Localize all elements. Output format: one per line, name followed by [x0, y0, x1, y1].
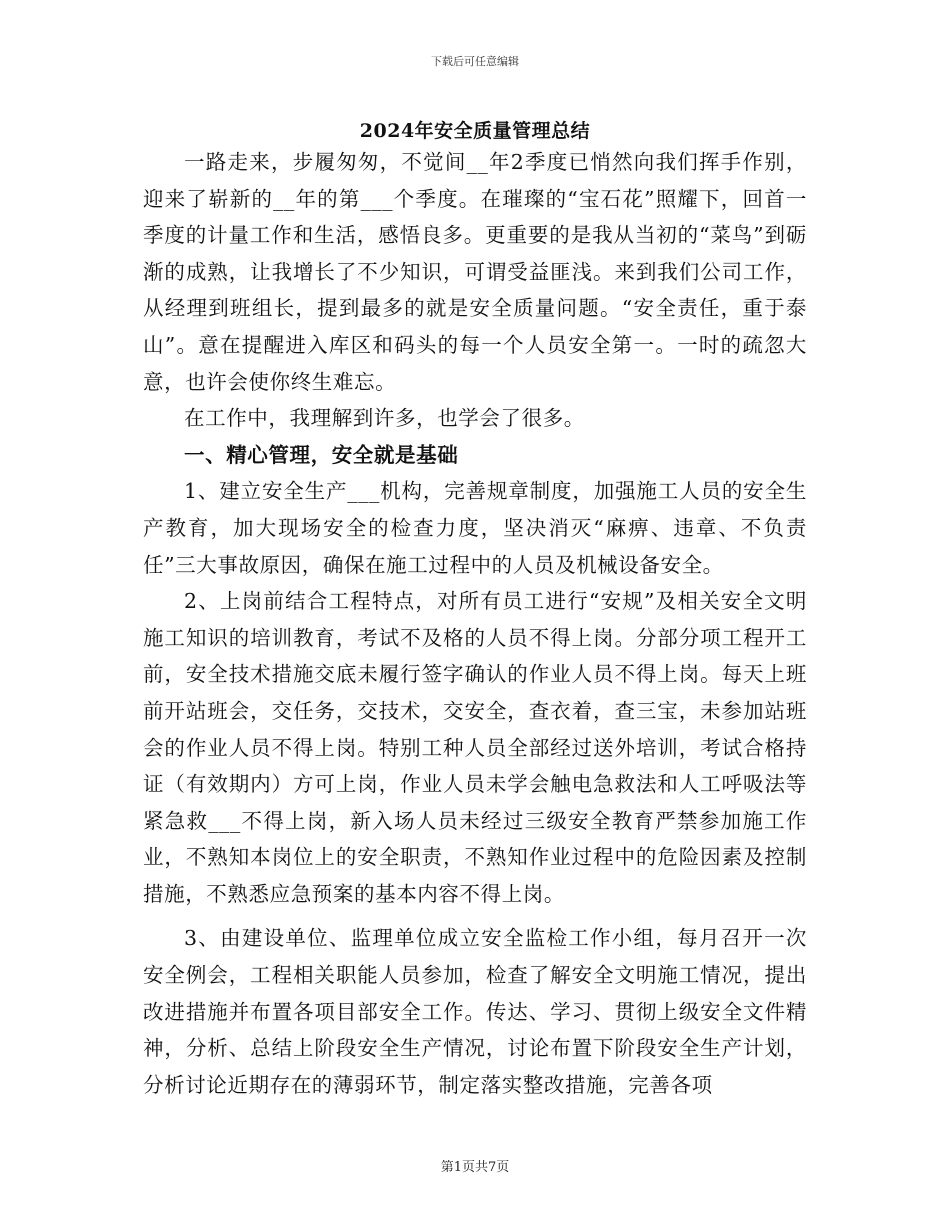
document-body: [143, 144, 807, 1103]
section-heading-1: 一、精心管理，安全就是基础: [184, 442, 459, 467]
document-title: 2024年安全质量管理总结: [359, 120, 591, 142]
paragraph-item-1: 1、建立安全生产___机构，完善规章制度，加强施工人员的安全生产教育，加大现场安全的检查力度，坚决消灭“麻痹、违章、不负责任”三大事故原因，确保在施工过程中的人员及机械设备安全。: [143, 479, 807, 577]
paragraph-item-2: 2、上岗前结合工程特点，对所有员工进行“安规”及相关安全文明施工知识的培训教育，考试不及格的人员不得上岗。分部分项工程开工前，安全技术措施交底未履行签字确认的作业人员不得上岗。每天上班前开站班会，交任务，交技术，交安全，查衣着，查三宝，未参加站班会的作业人员不得上岗。特别工种人员全部经过送外培训，考试合格持证（有效期内）方可上岗，作业人员未学会触电急救法和人工呼吸法等紧急救___不得上岗，新入场人员未经过三级安全教育严禁参加施工作业，不熟知本岗位上的安全职责，不熟知作业过程中的危险因素及控制措施，不熟悉应急预案的基本内容不得上岗。: [143, 589, 807, 906]
paragraph-learned: 在工作中，我理解到许多，也学会了很多。: [184, 406, 585, 431]
paragraph-item-3: 3、由建设单位、监理单位成立安全监检工作小组，每月召开一次安全例会，工程相关职能人员参加，检查了解安全文明施工情况，提出改进措施并布置各项目部安全工作。传达、学习、贯彻上级安全文件精神，分析、总结上阶段安全生产情况，讨论布置下阶段安全生产计划，分析讨论近期存在的薄弱环节，制定落实整改措施，完善各项: [143, 926, 807, 1097]
paragraph-intro: 一路走来，步履匆匆，不觉间__年2季度已悄然向我们挥手作别，迎来了崭新的__年的第___个季度。在璀璨的“宝石花”照耀下，回首一季度的计量工作和生活，感悟良多。更重要的是我从当初的“菜鸟”到砺渐的成熟，让我增长了不少知识，可谓受益匪浅。来到我们公司工作，从经理到班组长，提到最多的就是安全质量问题。“安全责任，重于泰山”。意在提醒进入库区和码头的每一个人员安全第一。一时的疏忽大意，也许会使你终生难忘。: [143, 150, 807, 394]
header-note: 下载后可任意编辑: [431, 55, 519, 68]
page-number: 第1页共7页: [440, 1160, 510, 1175]
